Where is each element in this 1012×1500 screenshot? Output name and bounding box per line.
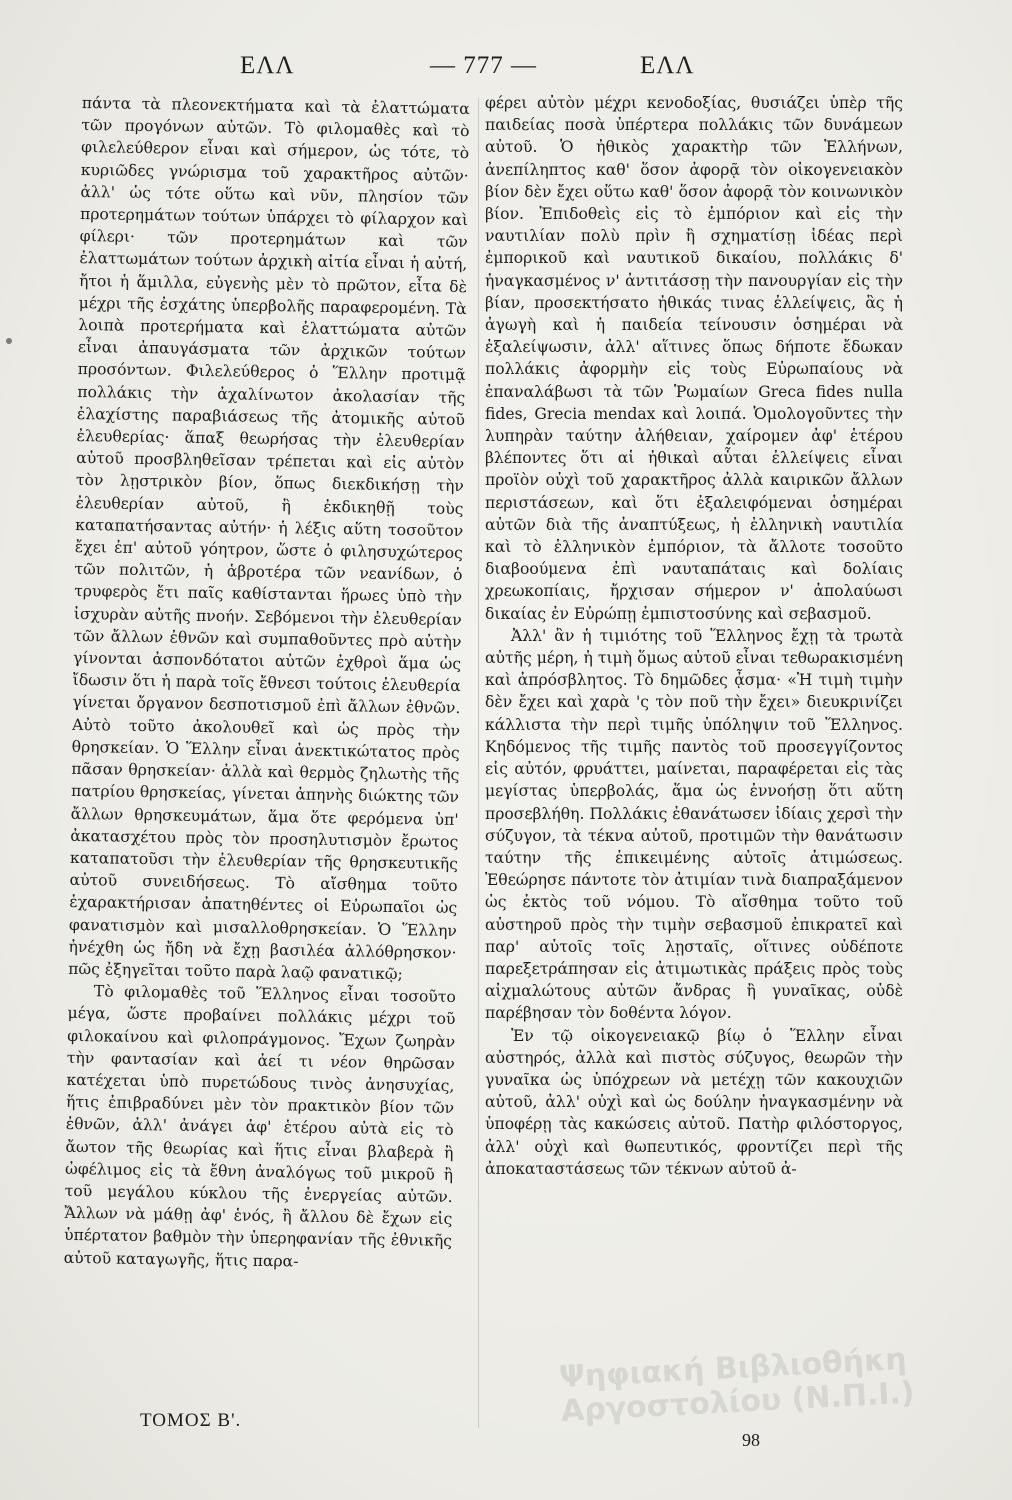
- running-head: [80, 52, 952, 92]
- paragraph: Ἐν τῷ οἰκογενειακῷ βίῳ ὁ Ἕλλην εἶναι αὐστηρός, ἀλλὰ καὶ πιστὸς σύζυγος, θεωρῶν τὴν γυναῖκα ὡς ὑπόχρεων νὰ μετέχῃ τῶν κακουχιῶν αὐτοῦ, ἀλλ' οὐχὶ καὶ ὡς δούλην ἠναγκασμένην νὰ ὑποφέρῃ τὰς κακώσεις αὐτοῦ. Πατὴρ φιλόστοργος, ἀλλ' οὐχὶ καὶ θωπευτικός, φροντίζει περὶ τῆς ἀποκαταστάσεως τῶν τέκνων αὐτοῦ ἀ-: [485, 1026, 903, 1178]
- paragraph: Ἀλλ' ἂν ἡ τιμιότης τοῦ Ἕλληνος ἔχῃ τὰ τρωτὰ αὐτῆς μέρη, ἡ τιμὴ ὅμως αὐτοῦ εἶναι τεθωρακισμένη καὶ ἀπρόσβλητος. Τὸ δημῶδες ᾆσμα· «Ἡ τιμὴ τιμὴν δὲν ἔχει καὶ χαρὰ 'ς τὸν ποῦ τὴν ἔχει» διευκρινίζει κάλλιστα τὴν περὶ τιμῆς ὑπόληψιν τοῦ Ἕλληνος. Κηδόμενος τῆς τιμῆς παντὸς τοῦ προσεγγίζοντος εἰς αὐτόν, φρυάττει, μαίνεται, παραφέρεται εἰς τὰς μεγίστας ὑπερβολάς, ἅμα ὡς ἐννοήσῃ ὅτι αὕτη προσεβλήθη. Πολλάκις ἐθανάτωσεν ἰδίαις χερσὶ τὴν σύζυγον, τὰ τέκνα αὐτοῦ, προτιμῶν τὴν θανάτωσιν ταύτην τῆς ἐπικειμένης αὐτοῖς ἀτιμώσεως. Ἐθεώρησε πάντοτε τὸν ἀτιμίαν τινὰ διαπραξάμενον ὡς ἐκτὸς τοῦ νόμου. Τὸ αἴσθημα τοῦτο τοῦ αὐστηροῦ πρὸς τὴν τιμὴν σεβασμοῦ ἐπικρατεῖ καὶ παρ' αὐτοῖς τοῖς λῃσταῖς, οἵτινες οὐδέποτε παρεξετράπησαν εἰς ἀτιμωτικὰς πράξεις πρὸς τοὺς αἰχμαλώτους αὐτῶν ἄνδρας ἢ γυναῖκας, οὐδὲ παρέβησαν τὸν δοθέντα λόγον.: [485, 626, 903, 1023]
- column-divider: [478, 98, 479, 1428]
- running-head-left: ΕΛΛ: [240, 52, 295, 79]
- paragraph: Τὸ φιλομαθὲς τοῦ Ἕλληνος εἶναι τοσοῦτο μέγα, ὥστε προβαίνει πολλάκις μέχρι τοῦ φιλοκαίνου καὶ φιλοπράγμονος. Ἔχων ζωηρὰν τὴν φαντασίαν καὶ ἀεί τι νέον θηρῶσαν κατέχεται ὑπὸ πυρετώδους τινὸς ἀνησυχίας, ἥτις ἐπιβραδύνει μὲν τὸν πρακτικὸν βίον τῶν ἐθνῶν, ἀλλ' ἀνάγει ἀφ' ἑτέρου αὐτὰ εἰς τὸ ἄωτον τῆς θεωρίας καὶ ἥτις εἶναι βλαβερὰ ἢ ὠφέλιμος εἰς τὰ ἔθνη ἀναλόγως τοῦ μικροῦ ἢ τοῦ μεγάλου κύκλου τῆς ἐνεργείας αὐτῶν. Ἄλλων νὰ μάθῃ ἀφ' ἑνός, ἢ ἄλλου δὲ ἔχων εἰς ὑπέρτατον βαθμὸν τὴν ὑπερηφανίαν τῆς ἐθνικῆς αὐτοῦ καταγωγῆς, ἥτις παρα-: [63, 982, 456, 1271]
- page-number: — 777 —: [430, 52, 537, 79]
- margin-dot: [6, 338, 12, 344]
- library-watermark: Ψηφιακή Βιβλιοθήκη Αργοστολίου (Ν.Π.Ι.): [558, 1341, 916, 1429]
- left-column: [61, 92, 470, 1433]
- right-column: [485, 92, 903, 1442]
- sheet-signature: 98: [742, 1430, 760, 1450]
- volume-signature: ΤΟΜΟΣ Β'.: [140, 1410, 242, 1431]
- running-head-right: ΕΛΛ: [640, 52, 695, 79]
- paragraph: φέρει αὐτὸν μέχρι κενοδοξίας, θυσιάζει ὑπὲρ τῆς παιδείας ποσὰ ὑπέρτερα πολλάκις τῶν δυνάμεων αὐτοῦ. Ὁ ἠθικὸς χαρακτὴρ τῶν Ἑλλήνων, ἀνεπίληπτος καθ' ὅσον ἀφορᾷ τὸν οἰκογενειακὸν βίον δὲν ἔχει οὕτω καθ' ὅσον ἀφορᾷ τὸν κοινωνικὸν βίον. Ἐπιδοθεὶς εἰς τὸ ἐμπόριον καὶ εἰς τὴν ναυτιλίαν πολὺ πρὶν ἢ σχηματίσῃ ἰδέας περὶ ἐμπορικοῦ καὶ ναυτικοῦ δικαίου, πολλάκις δ' ἠναγκασμένος ν' ἀντιτάσσῃ τὴν πανουργίαν εἰς τὴν βίαν, προσεκτήσατο ἠθικάς τινας ἐλλείψεις, ἃς ἡ ἀγωγὴ καὶ ἡ παιδεία τείνουσιν ὁσημέραι νὰ ἐξαλείψωσιν, ἀλλ' αἵτινες ὅπως δήποτε ἔδωκαν πολλάκις ἀφορμὴν εἰς τοὺς Εὐρωπαίους νὰ ἐπαναλάβωσι τὰ τῶν Ῥωμαίων Greca fides nulla fides, Grecia mendax καὶ λοιπά. Ὁμολογοῦντες τὴν λυπηρὰν ταύτην ἀλήθειαν, χαίρομεν ἀφ' ἑτέρου βλέποντες ὅτι αἱ ἠθικαὶ αὗται ἐλλείψεις εἶναι προϊὸν οὐχὶ τοῦ χαρακτῆρος ἀλλὰ καιρικῶν ἄλλων περιστάσεων, καὶ ὅτι ἐξαλειφόμεναι ὁσημέραι αὐτῶν διὰ τῆς ἀναπτύξεως, ἡ ἑλληνικὴ ναυτιλία καὶ τὸ ἑλληνικὸν ἐμπόριον, τὰ ἄλλοτε τοσοῦτο διαβοούμενα ἐπὶ ναυταπάταις καὶ δολίαις χρεωκοπίαις, ἤρχισαν σήμερον ν' ἀπολαύωσι δικαίας ἐν Εὐρώπῃ ἐμπιστοσύνης καὶ σεβασμοῦ.: [485, 94, 903, 623]
- paragraph: πάντα τὰ πλεονεκτήματα καὶ τὰ ἐλαττώματα τῶν προγόνων αὐτῶν. Τὸ φιλομαθὲς καὶ τὸ φιλελεύθερον εἶναι καὶ σήμερον, ὡς τότε, τὸ κυριῶδες γνώρισμα τοῦ χαρακτῆρος αὐτῶν· ἀλλ' ὡς τότε οὕτω καὶ νῦν, πλησίον τῶν προτερημάτων τούτων ὑπάρχει τὸ φίλαρχον καὶ φίλερι· τῶν προτερημάτων καὶ τῶν ἐλαττωμάτων τούτων ἀρχικὴ αἰτία εἶναι ἡ αὐτή, ἤτοι ἡ ἅμιλλα, εὐγενὴς μὲν τὸ πρῶτον, εἶτα δὲ μέχρι τῆς ἐσχάτης ὑπερβολῆς παραφερομένη. Τὰ λοιπὰ προτερήματα καὶ ἐλαττώματα αὐτῶν εἶναι ἀπαυγάσματα τῶν ἀρχικῶν τούτων προσόντων. Φιλελεύθερος ὁ Ἕλλην προτιμᾷ πολλάκις τὴν ἀχαλίνωτον ἀκολασίαν τῆς ἐλαχίστης παραβιάσεως τῆς ἀτομικῆς αὐτοῦ ἐλευθερίας· ἅπαξ θεωρήσας τὴν ἐλευθερίαν αὐτοῦ προσβληθεῖσαν τρέπεται καὶ εἰς αὐτὸν τὸν λῃστρικὸν βίον, ὅπως διεκδικήσῃ τὴν ἐλευθερίαν αὐτοῦ, ἢ ἐκδικηθῇ τοὺς καταπατήσαντας αὐτήν· ἡ λέξις αὕτη τοσοῦτον ἔχει ἐπ' αὐτοῦ γόητρον, ὥστε ὁ φιλησυχώτερος τῶν πολιτῶν, ἡ ἁβροτέρα τῶν νεανίδων, ὁ τρυφερὸς ἔτι παῖς καθίστανται ἥρωες ὑπὸ τὴν ἰσχυρὰν αὐτῆς πνοήν. Σεβόμενοι τὴν ἐλευθερίαν τῶν ἄλλων ἐθνῶν καὶ συμπαθοῦντες πρὸ αὐτὴν γίνονται ἀσπονδότατοι αὐτῶν ἐχθροὶ ἅμα ὡς ἴδωσιν ὅτι ἡ παρὰ τοῖς ἔθνεσι τούτοις ἐλευθερία γίνεται ὄργανον δεσποτισμοῦ ἐπὶ ἄλλων ἐθνῶν. Αὐτὸ τοῦτο ἀκολουθεῖ καὶ ὡς πρὸς τὴν θρησκείαν. Ὁ Ἕλλην εἶναι ἀνεκτικώτατος πρὸς πᾶσαν θρησκείαν· ἀλλὰ καὶ θερμὸς ζηλωτὴς τῆς πατρίου θρησκείας, γίνεται ἀπηνὴς διώκτης τῶν ἄλλων θρησκευμάτων, ἅμα ὅτε φερόμενα ὑπ' ἀκατασχέτου πρὸς τὸν προσηλυτισμὸν ἔρωτος καταπατοῦσι τὴν ἐλευθερίαν τῆς θρησκευτικῆς αὐτοῦ συνειδήσεως. Τὸ αἴσθημα τοῦτο ἐχαρακτήρισαν ἀπατηθέντες οἱ Εὐρωπαῖοι ὡς φανατισμὸν καὶ μισαλλοθρησκείαν. Ὁ Ἕλλην ἠνέχθη ὡς ἤδη νὰ ἔχῃ βασιλέα ἀλλόθρησκον· πῶς ἐξηγεῖται τοῦτο παρὰ λαῷ φανατικῷ;: [68, 93, 470, 984]
